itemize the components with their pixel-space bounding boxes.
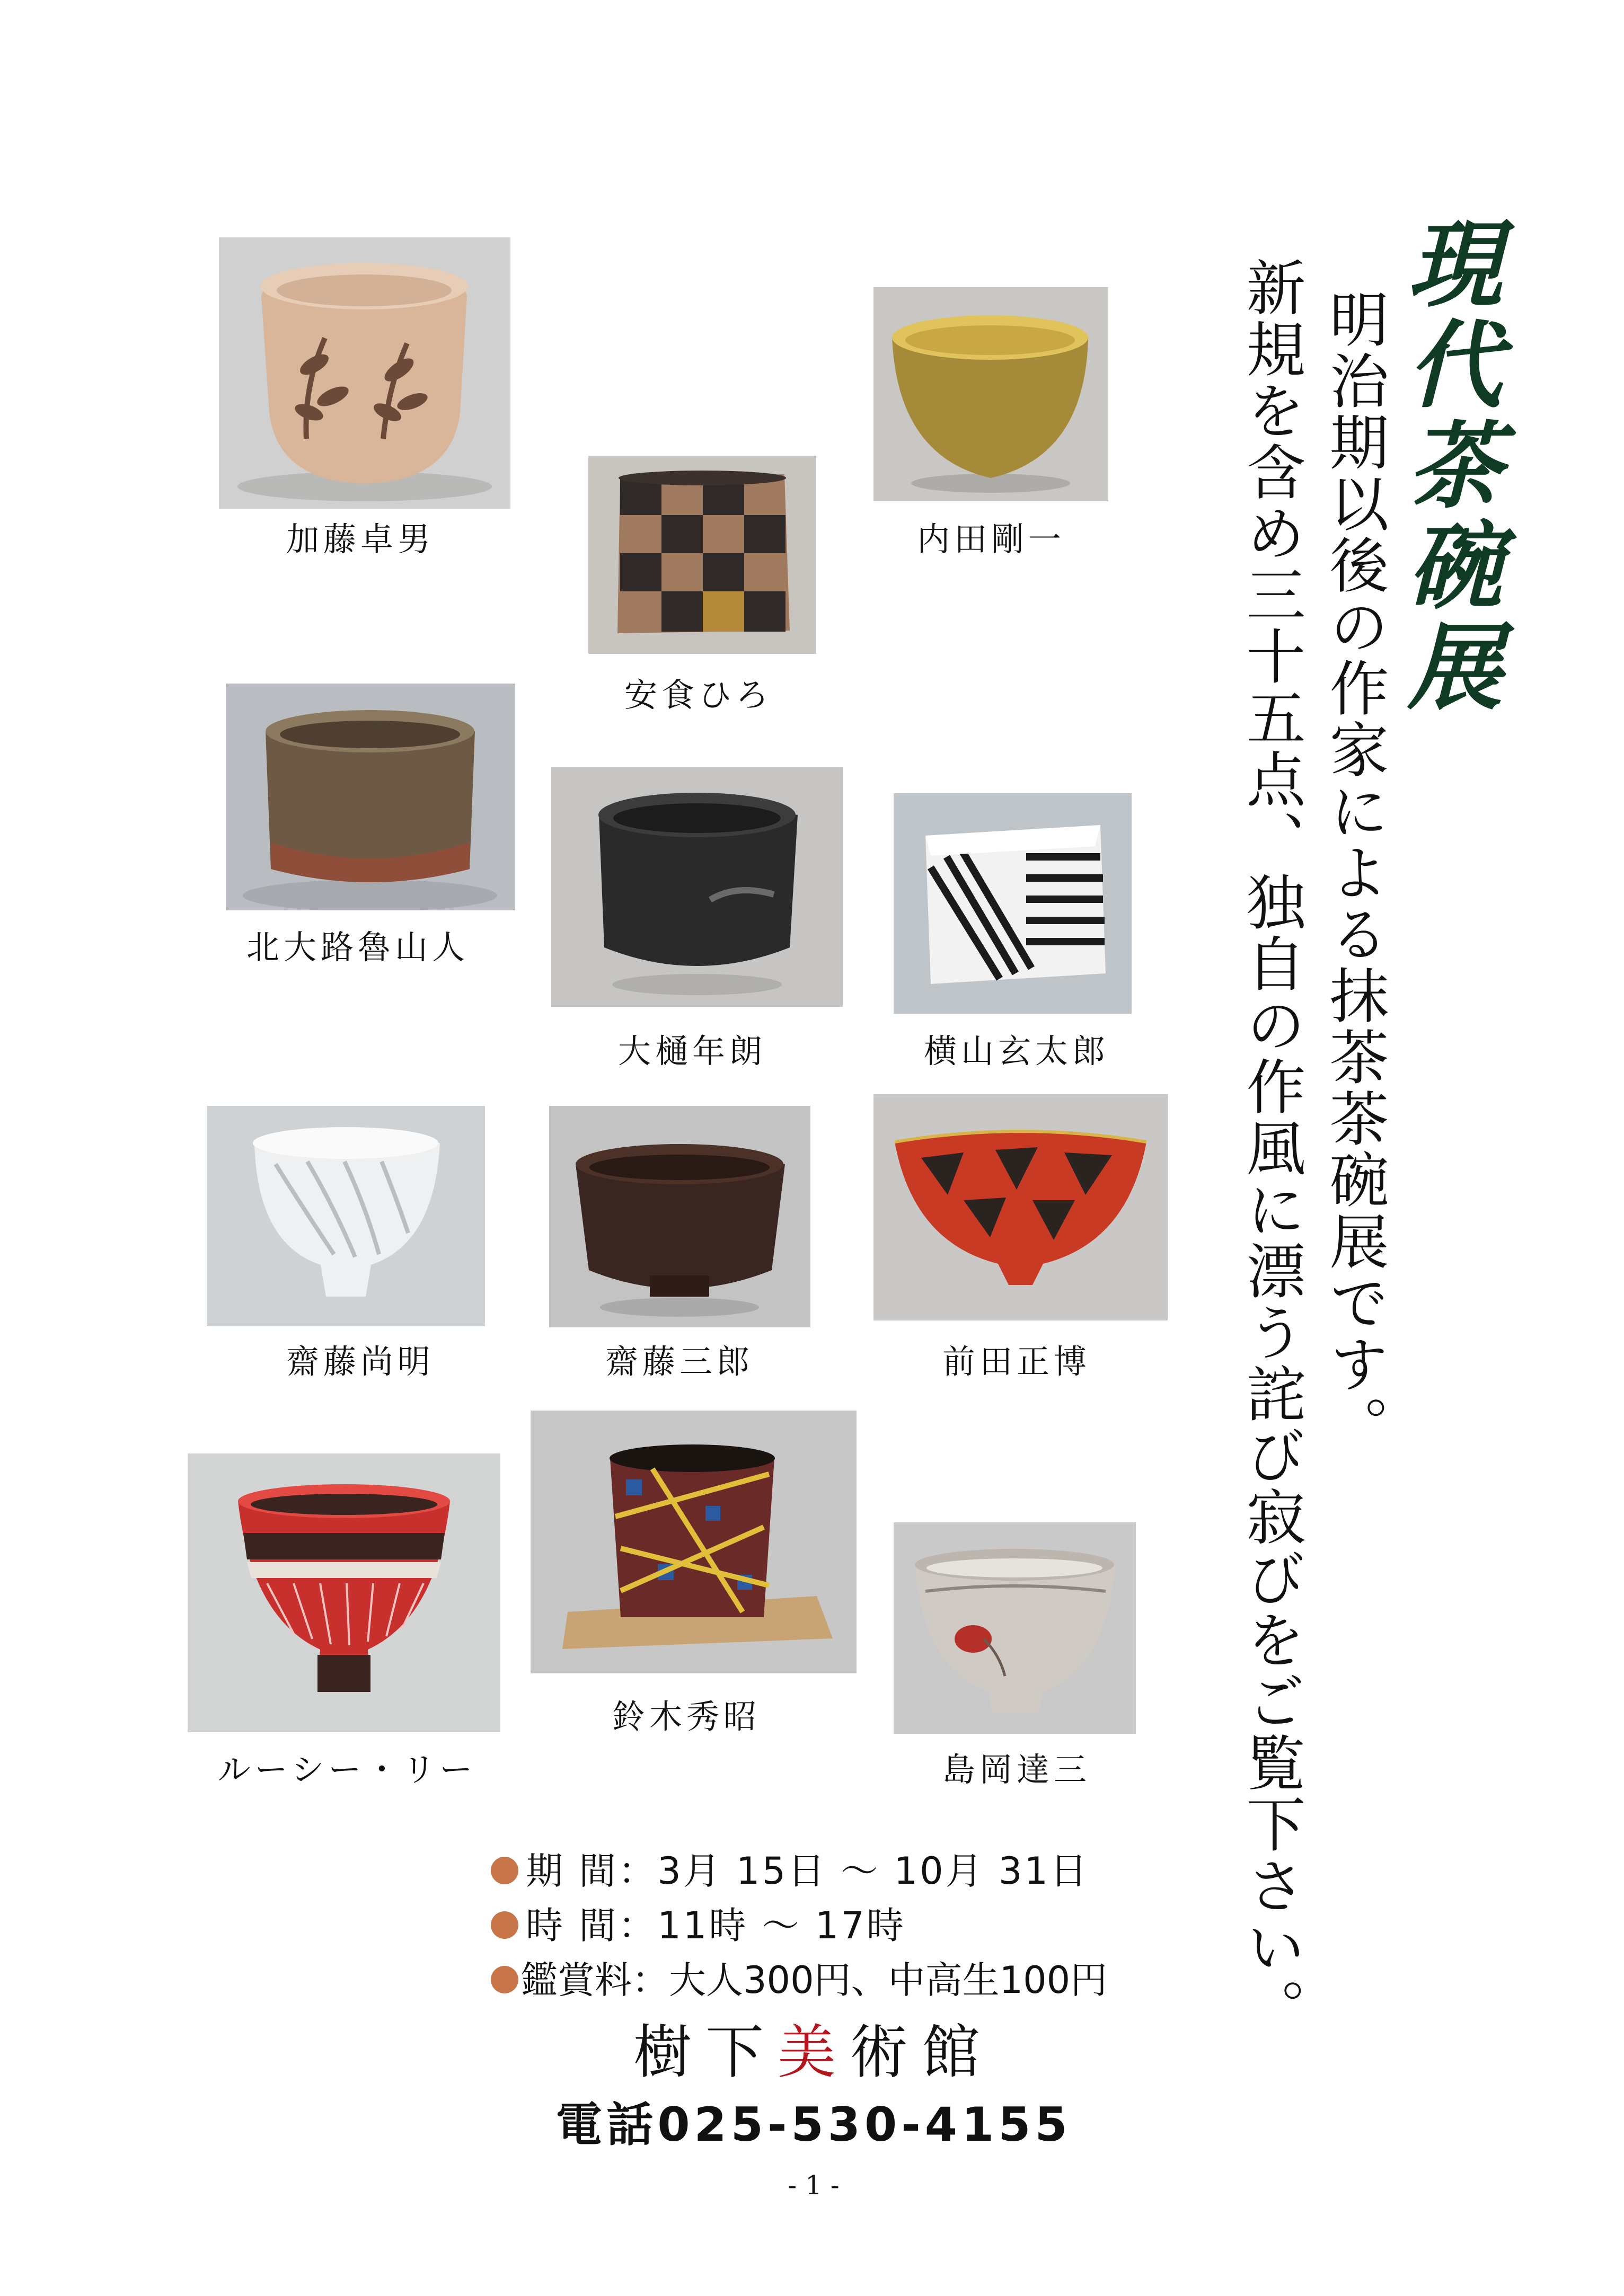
info-hours	[491, 1896, 906, 1949]
exhibition-subtitle-line2: 新規を含め三十五点、独自の作風に漂う詫び寂びをご覧下さい。	[1237, 257, 1305, 2040]
exhibition-title: 現代茶碗展	[1392, 215, 1503, 718]
caption-ajiki-hiro: 安食ひろ	[624, 676, 773, 714]
museum-phone: 電話025-530-4155	[555, 2097, 1072, 2152]
bullet-icon	[491, 1857, 518, 1884]
bowl-photo-icon	[549, 1106, 810, 1327]
photo-saito-saburo	[549, 1106, 810, 1327]
museum-name-part2: 術館	[850, 2018, 994, 2086]
bullet-icon	[491, 1911, 518, 1939]
photo-saito-naoaki	[207, 1106, 485, 1326]
museum-name-accent: 美	[778, 2018, 850, 2086]
page-number: - 1 -	[788, 2170, 840, 2201]
bowl-photo-icon	[551, 767, 843, 1007]
bowl-photo-icon	[873, 1094, 1168, 1320]
bowl-photo-icon	[226, 684, 515, 910]
info-fee-text: 鑑賞料：大人300円、中高生100円	[520, 1958, 1108, 2002]
caption-lucie-rie: ルーシー・リー	[217, 1750, 477, 1789]
info-period-text: 期 間：3月 15日 ～ 10月 31日	[526, 1849, 1090, 1893]
photo-suzuki-hideaki	[531, 1411, 857, 1673]
bowl-photo-icon	[894, 793, 1132, 1014]
caption-ohi-toshio: 大樋年朗	[617, 1032, 767, 1070]
info-hours-text: 時 間：11時 ～ 17時	[526, 1904, 906, 1947]
caption-shimaoka-tatsuzo: 島岡達三	[942, 1750, 1091, 1789]
photo-maeda-masahiro	[873, 1094, 1168, 1320]
photo-lucie-rie	[188, 1453, 500, 1732]
caption-yokoyama-gentaro: 横山玄太郎	[923, 1032, 1110, 1070]
photo-ohi-toshio	[551, 767, 843, 1007]
caption-saito-naoaki: 齋藤尚明	[286, 1342, 435, 1381]
museum-name-part1: 樹下	[633, 2018, 778, 2086]
caption-suzuki-hideaki: 鈴木秀昭	[612, 1697, 761, 1736]
museum-name	[633, 2006, 994, 2089]
caption-maeda-masahiro: 前田正博	[942, 1342, 1091, 1381]
info-fee	[491, 1951, 1107, 2004]
bullet-icon	[491, 1966, 518, 1993]
bowl-photo-icon	[219, 237, 510, 509]
caption-uchida-goichi: 内田剛一	[916, 520, 1066, 559]
bowl-photo-icon	[873, 287, 1108, 501]
bowl-photo-icon	[188, 1453, 500, 1732]
bowl-photo-icon	[894, 1522, 1136, 1734]
caption-saito-saburo: 齋藤三郎	[605, 1342, 754, 1381]
exhibition-subtitle-line1: 明治期以後の作家による抹茶茶碗展です。	[1320, 289, 1389, 1457]
photo-uchida-goichi	[873, 287, 1108, 501]
photo-kato-takuo	[219, 237, 510, 509]
photo-kitaoji-rosanjin	[226, 684, 515, 910]
bowl-photo-icon	[588, 456, 816, 654]
caption-kitaoji-rosanjin: 北大路魯山人	[246, 928, 470, 967]
bowl-photo-icon	[531, 1411, 857, 1673]
photo-shimaoka-tatsuzo	[894, 1522, 1136, 1734]
bowl-photo-icon	[207, 1106, 485, 1326]
info-period	[491, 1841, 1089, 1895]
photo-ajiki-hiro	[588, 456, 816, 654]
photo-yokoyama-gentaro	[894, 793, 1132, 1014]
caption-kato-takuo: 加藤卓男	[286, 520, 435, 559]
